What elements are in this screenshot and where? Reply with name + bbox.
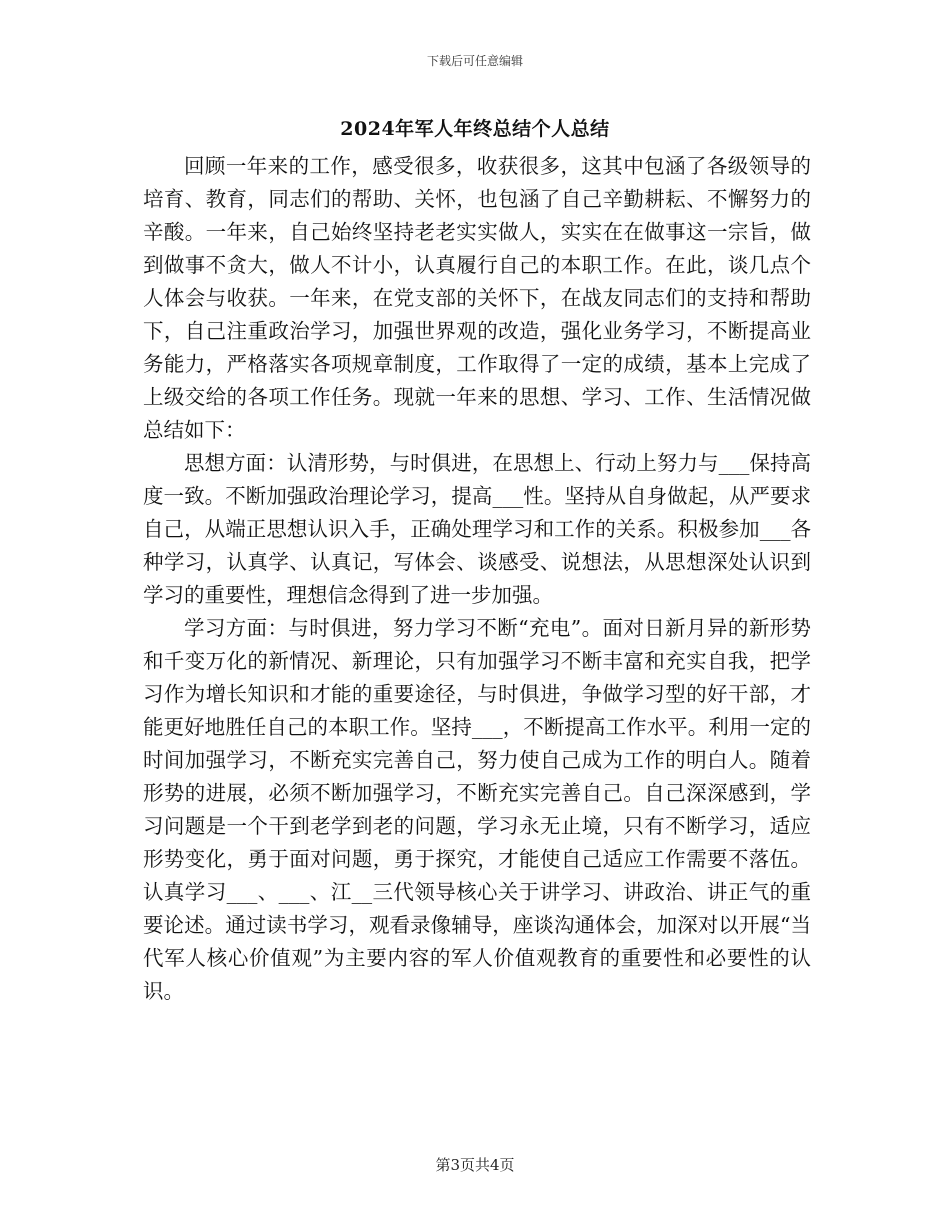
page-number-footer: 第3页共4页 xyxy=(435,1156,515,1174)
paragraph-intro: 回顾一年来的工作，感受很多，收获很多，这其中包涵了各级领导的培育、教育，同志们的帮助、关怀，也包涵了自己辛勤耕耘、不懈努力的辛酸。一年来，自己始终坚持老老实实做人，实实在在做事这一宗旨，做到做事不贪大，做人不计小，认真履行自己的本职工作。在此，谈几点个人体会与收获。一年来，在党支部的关怀下，在战友同志们的支持和帮助下，自己注重政治学习，加强世界观的改造，强化业务学习，不断提高业务能力，严格落实各项规章制度，工作取得了一定的成绩，基本上完成了上级交给的各项工作任务。现就一年来的思想、学习、工作、生活情况做总结如下： xyxy=(143,154,811,442)
paragraph-study: 学习方面：与时俱进，努力学习不断“充电”。面对日新月异的新形势和千变万化的新情况、新理论，只有加强学习不断丰富和充实自我，把学习作为增长知识和才能的重要途径，与时俱进，争做学习型的好干部，才能更好地胜任自己的本职工作。坚持___，不断提高工作水平。利用一定的时间加强学习，不断充实完善自己，努力使自己成为工作的明白人。随着形势的进展，必须不断加强学习，不断充实完善自己。自己深深感到，学习问题是一个干到老学到老的问题，学习永无止境，只有不断学习，适应形势变化，勇于面对问题，勇于探究，才能使自己适应工作需要不落伍。认真学习___、___、江__三代领导核心关于讲学习、讲政治、讲正气的重要论述。通过读书学习，观看录像辅导，座谈沟通体会，加深对以开展“当代军人核心价值观”为主要内容的军人价值观教育的重要性和必要性的认识。 xyxy=(143,616,811,1003)
document-title: 2024年军人年终总结个人总结 xyxy=(340,118,610,140)
document-body xyxy=(143,150,811,1008)
paragraph-thought: 思想方面：认清形势，与时俱进，在思想上、行动上努力与___保持高度一致。不断加强政治理论学习，提高___性。坚持从自身做起，从严要求自己，从端正思想认识入手，正确处理学习和工作的关系。积极参加___各种学习，认真学、认真记，写体会、谈感受、说想法，从思想深处认识到学习的重要性，理想信念得到了进一步加强。 xyxy=(143,451,811,607)
page-header-note: 下载后可任意编辑 xyxy=(426,54,523,68)
